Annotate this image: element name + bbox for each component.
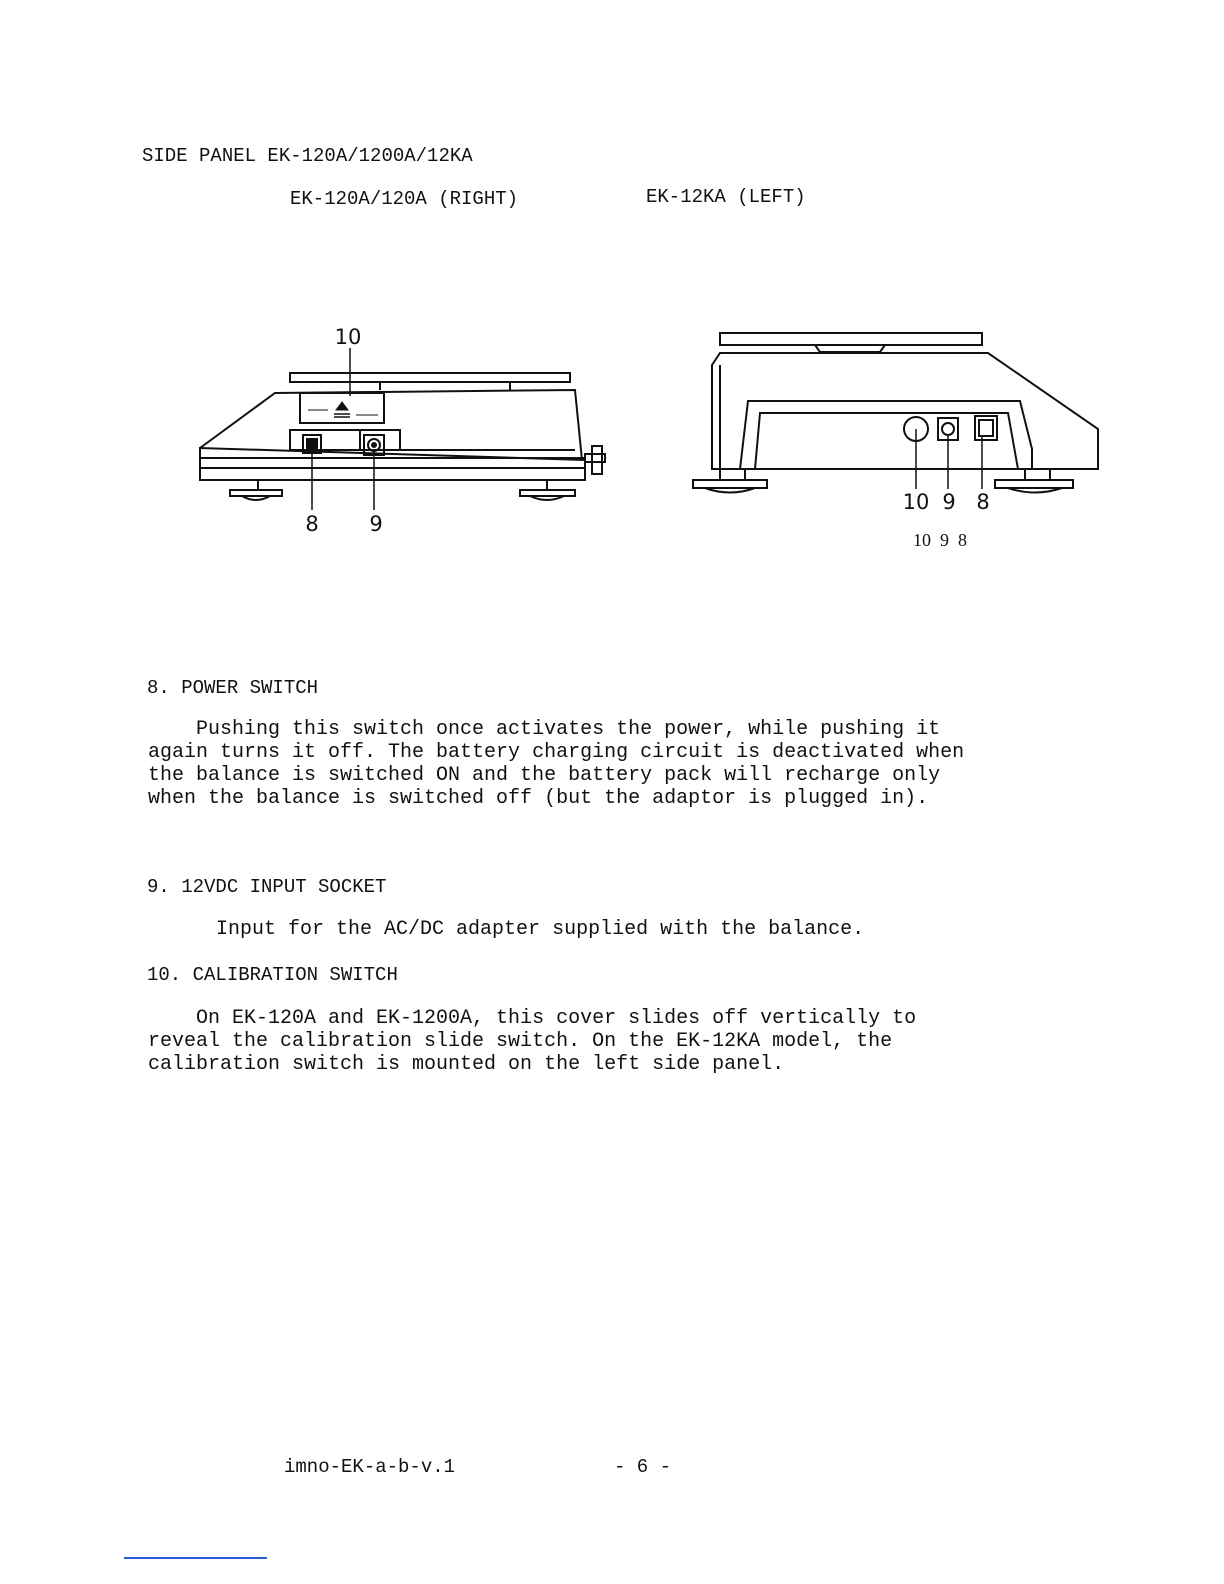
callout-9-right: 9: [369, 512, 383, 536]
body-line: Pushing this switch once activates the power, while pushing it: [148, 718, 941, 741]
left-side-panel-diagram: [690, 325, 1110, 520]
left-panel-caption: 10 9 8: [913, 530, 967, 550]
body-line: when the balance is switched off (but the adaptor is plugged in).: [148, 787, 929, 810]
section-heading-calibration-switch: 10. CALIBRATION SWITCH: [147, 964, 398, 986]
left-panel-label: EK-12KA (LEFT): [646, 186, 806, 208]
callout-9-left: 9: [942, 490, 956, 514]
body-line: again turns it off. The battery charging circuit is deactivated when: [148, 741, 965, 764]
callout-8-left: 8: [976, 490, 990, 514]
page-title: SIDE PANEL EK-120A/1200A/12KA: [142, 145, 473, 167]
callout-8-right: 8: [305, 512, 319, 536]
section-body-power-switch: [148, 718, 964, 810]
section-heading-power-switch: 8. POWER SWITCH: [147, 677, 319, 699]
body-line: reveal the calibration slide switch. On the EK-12KA model, the: [148, 1030, 893, 1053]
section-body-calibration-switch: [148, 1007, 916, 1076]
body-line: the balance is switched ON and the battery pack will recharge only: [148, 764, 941, 787]
body-line: Input for the AC/DC adapter supplied with the balance.: [168, 918, 865, 941]
callout-10-left: 10: [902, 490, 930, 514]
right-panel-label: EK-120A/120A (RIGHT): [290, 188, 519, 210]
right-side-panel-diagram: [190, 318, 630, 543]
section-heading-input-socket: 9. 12VDC INPUT SOCKET: [147, 876, 387, 898]
callout-10-right: 10: [334, 325, 362, 349]
body-line: calibration switch is mounted on the left side panel.: [148, 1053, 785, 1076]
footer-page-number: - 6 -: [614, 1456, 672, 1478]
bottom-rule: [124, 1557, 267, 1559]
footer-doc-id: imno-EK-a-b-v.1: [284, 1456, 456, 1478]
body-line: On EK-120A and EK-1200A, this cover slides off vertically to: [148, 1007, 917, 1030]
section-body-input-socket: [168, 918, 864, 941]
